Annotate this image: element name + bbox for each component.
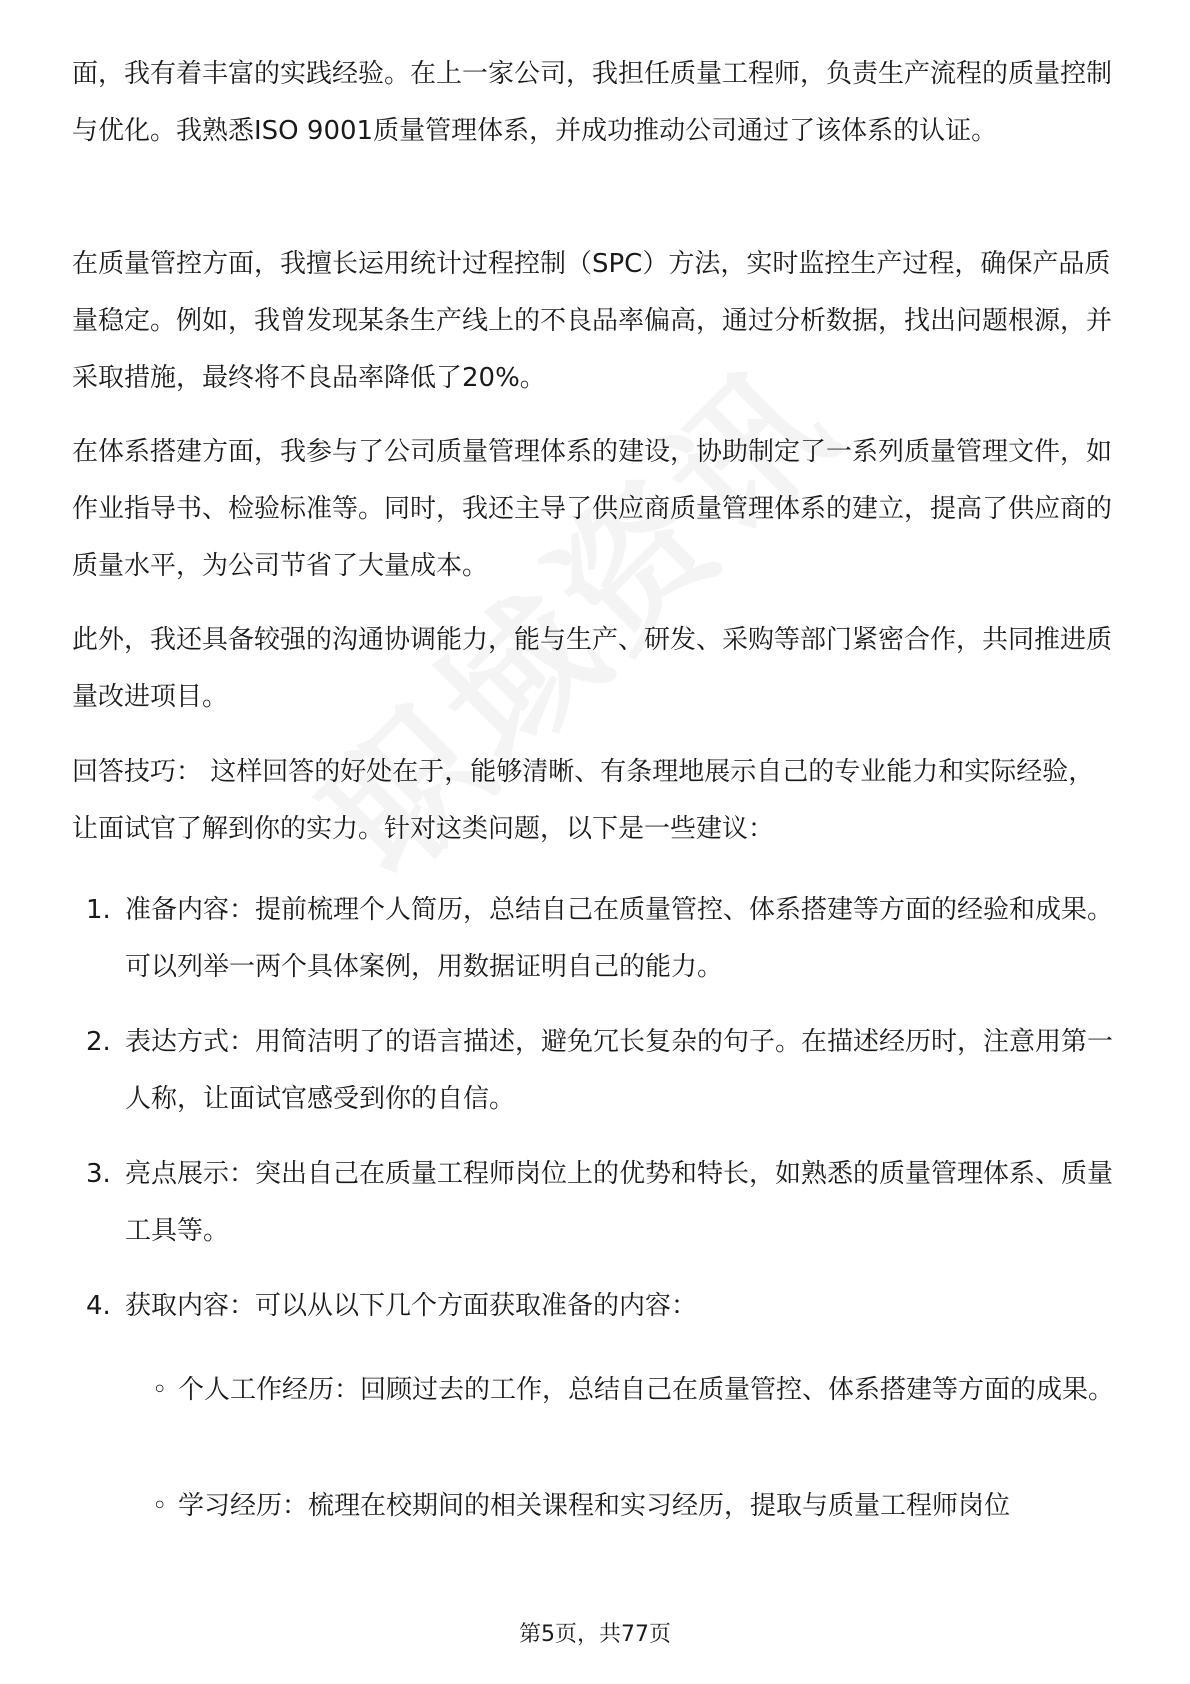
list-number-1: 1. [86, 895, 111, 925]
list-number-4: 4. [86, 1291, 111, 1321]
list-number-3: 3. [86, 1159, 111, 1189]
page-number: 第5页，共77页 [519, 1622, 671, 1647]
list-item-3: 亮点展示：突出自己在质量工程师岗位上的优势和特长，如熟悉的质量管理体系、质量工具等。 [125, 1159, 1114, 1246]
sublist-item-2: 学习经历：梳理在校期间的相关课程和实习经历，提取与质量工程师岗位 [178, 1491, 1011, 1521]
paragraph-tips: 回答技巧： 这样回答的好处在于，能够清晰、有条理地展示自己的专业能力和实际经验，让面试官了解到你的实力。针对这类问题，以下是一些建议： [72, 757, 1095, 844]
paragraph-2: 在质量管控方面，我擅长运用统计过程控制（SPC）方法，实时监控生产过程，确保产品质量稳定。例如，我曾发现某条生产线上的不良品率偏高，通过分析数据，找出问题根源，并采取措施，最终将不良品率降低了20%。 [72, 249, 1113, 393]
list-item-2: 表达方式：用简洁明了的语言描述，避免冗长复杂的句子。在描述经历时，注意用第一人称，让面试官感受到你的自信。 [125, 1027, 1114, 1114]
paragraph-4: 此外，我还具备较强的沟通协调能力，能与生产、研发、采购等部门紧密合作，共同推进质量改进项目。 [72, 625, 1113, 712]
paragraph-3: 在体系搭建方面，我参与了公司质量管理体系的建设，协助制定了一系列质量管理文件，如作业指导书、检验标准等。同时，我还主导了供应商质量管理体系的建立，提高了供应商的质量水平，为公司节省了大量成本。 [72, 437, 1113, 581]
list-number-2: 2. [86, 1027, 111, 1057]
sublist-bullet-2: ◦ [152, 1491, 168, 1521]
list-item-4: 获取内容：可以从以下几个方面获取准备的内容： [125, 1291, 698, 1321]
sublist-item-1: 个人工作经历：回顾过去的工作，总结自己在质量管控、体系搭建等方面的成果。 [178, 1375, 1115, 1405]
sublist-bullet-1: ◦ [152, 1375, 168, 1405]
paragraph-1: 面，我有着丰富的实践经验。在上一家公司，我担任质量工程师，负责生产流程的质量控制与优化。我熟悉ISO 9001质量管理体系，并成功推动公司通过了该体系的认证。 [72, 59, 1113, 146]
list-item-1: 准备内容：提前梳理个人简历，总结自己在质量管控、体系搭建等方面的经验和成果。可以列举一两个具体案例，用数据证明自己的能力。 [125, 895, 1114, 982]
